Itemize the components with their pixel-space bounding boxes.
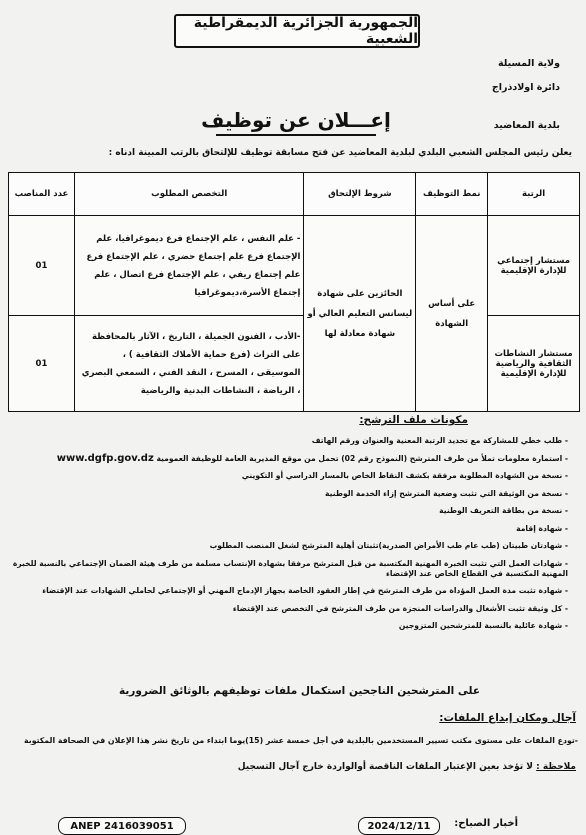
deadline-text: -تودع الملفات على مستوى مكتب تسيير المستخدمين بالبلدية في أجل خمسة عشر (15)يوما ابتداء من تاريخ نشر هذا الإعلان في الصحافة المكتوبة bbox=[24, 736, 578, 745]
republic-title: الجمهورية الجزائرية الديمقراطية الشعبية bbox=[174, 14, 420, 48]
wilaya-label: ولاية المسيلة bbox=[498, 58, 560, 69]
title-underline bbox=[216, 134, 376, 136]
positions-table bbox=[8, 172, 580, 412]
table-row bbox=[9, 316, 580, 412]
anep-code-box: ANEP 2416039051 bbox=[58, 817, 186, 835]
list-item: - شهادات العمل التي تثبت الخبرة المهنية المكتسبة من قبل المترشح مرفقا بشهادة الإنتساب مسلمة من طرف هيئة الضمان الإجتماعي بالنسبة للخبرة المهنية المكتسبة في القطاع الخاص عند الإقتضاء bbox=[8, 559, 568, 579]
header-rank: الرتبة bbox=[488, 173, 580, 216]
list-item: - نسخة من بطاقة التعريف الوطنية bbox=[8, 506, 568, 516]
list-item bbox=[8, 454, 568, 464]
specialty-cell: -الأدب ، الفنون الجميلة ، التاريخ ، الآثار بالمحافظة على التراث (فرع حماية الأملاك الثقافية ) ، الموسيقى ، المسرح ، النقد الفني ، السمعي البصري ، الرياضة ، النشاطات البدنية والرياضية bbox=[74, 316, 304, 412]
remark-label: ملاحظة : bbox=[536, 762, 576, 772]
remark-text: لا تؤخذ بعين الإعتبار الملفات الناقصة أوالواردة خارج آجال التسجيل bbox=[237, 762, 533, 772]
conditions-cell: الحائزين على شهادة ليسانس التعليم العالي أو شهادة معادلة لها bbox=[304, 216, 416, 412]
list-item: - نسخة من الشهادة المطلوبة مرفقة بكشف النقاط الخاص بالمسار الدراسي أو التكويني bbox=[8, 471, 568, 481]
publication-date-box: 2024/12/11 bbox=[358, 817, 440, 835]
intro-text: يعلن رئيس المجلس الشعبي البلدي لبلدية المعاضيد عن فتح مسابقة توظيف للإلتحاق بالرتب المبينة أدناه : bbox=[108, 148, 572, 158]
header-conditions: شروط الإلتحاق bbox=[304, 173, 416, 216]
count-cell: 01 bbox=[9, 316, 75, 412]
deadline-heading: آجال ومكان إيداع الملفات: bbox=[439, 712, 576, 724]
list-item: - شهادة تثبت مدة العمل المؤداة من طرف المترشح في إطار العقود الخاصة بجهاز الإدماج المهني أو الإجتماعي لحاملي الشهادات عند الإقتضاء bbox=[8, 586, 568, 596]
documents-heading: مكونات ملف الترشح: bbox=[359, 414, 468, 426]
header-specialty: التخصص المطلوب bbox=[74, 173, 304, 216]
header-mode: نمط التوظيف bbox=[416, 173, 488, 216]
completion-note: على المترشحين الناجحين استكمال ملفات توظيفهم بالوثائق الضرورية bbox=[118, 685, 480, 697]
header-count: عدد المناصب bbox=[9, 173, 75, 216]
list-item: - نسخة من الوثيقة التي تثبت وضعية المترشح إزاء الخدمة الوطنية bbox=[8, 489, 568, 499]
website-link[interactable]: www.dgfp.gov.dz bbox=[56, 452, 154, 464]
list-item: - كل وثيقة تثبت الأشغال والدراسات المنجزة من طرف المترشح في التخصص عند الإقتضاء bbox=[8, 604, 568, 614]
rank-cell: مستشار النشاطات الثقافية والرياضية للإدارة الإقليمية bbox=[488, 316, 580, 412]
mode-cell: على أساس الشهادة bbox=[416, 216, 488, 412]
list-item: - شهادتان طبيتان (طب عام طب الأمراض الصدرية)تثبتان أهلية المترشح لشغل المنصب المطلوب bbox=[8, 541, 568, 551]
table-row bbox=[9, 216, 580, 316]
remark-line bbox=[238, 762, 576, 772]
daira-label: دائرة اولادذراج bbox=[491, 82, 560, 93]
announcement-title: إعـــلان عن توظيف bbox=[201, 108, 391, 132]
newspaper-label: أخبار الصباح: bbox=[454, 818, 518, 829]
rank-cell: مستشار إجتماعي للإدارة الإقليمية bbox=[488, 216, 580, 316]
list-item: - طلب خطي للمشاركة مع تحديد الرتبة المعنية والعنوان ورقم الهاتف bbox=[8, 436, 568, 446]
commune-label: بلدية المعاضيد bbox=[493, 120, 560, 131]
list-item: - شهادة إقامة bbox=[8, 524, 568, 534]
specialty-cell: - علم النفس ، علم الإجتماع فرع ديموغرافيا، علم الإجتماع فرع علم إجتماع حضري ، علم الإجتماع فرع علم إجتماع ريفي ، علم الإجتماع فرع اتصال ، علم إجتماع الأسرة،ديموغرافيا bbox=[74, 216, 304, 316]
documents-list bbox=[8, 436, 568, 639]
list-item-text: استمارة معلومات تملأ من طرف المترشح (النموذج رقم 02) تحمل من موقع المديرية العامة للوظيفة العمومية bbox=[156, 453, 563, 463]
count-cell: 01 bbox=[9, 216, 75, 316]
table-header-row bbox=[9, 173, 580, 216]
list-item: - شهادة عائلية بالنسبة للمترشحين المتزوجين bbox=[8, 621, 568, 631]
